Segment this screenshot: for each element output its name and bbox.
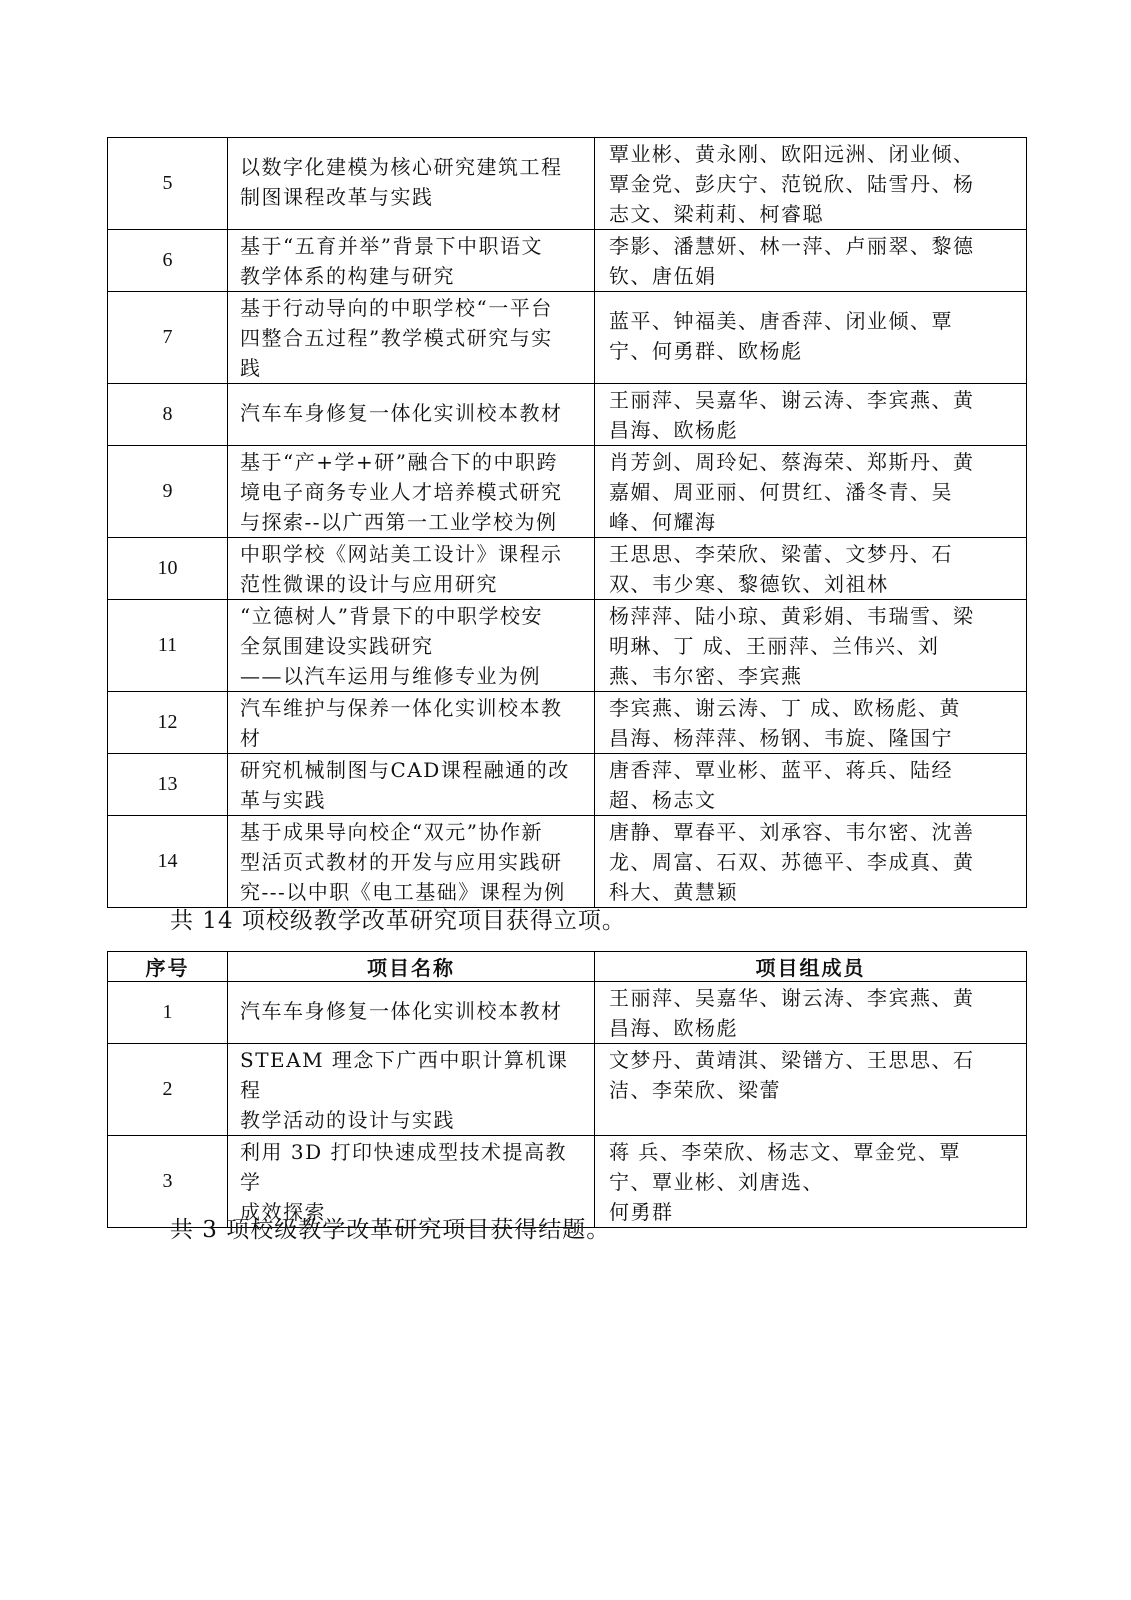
row-number: 7	[108, 292, 228, 384]
column-header-number: 序号	[108, 952, 228, 982]
table-row	[108, 816, 1027, 908]
table-row	[108, 384, 1027, 446]
project-members: 王思思、李荣欣、梁蕾、文梦丹、石 双、韦少寒、黎德钦、刘祖林	[595, 538, 1027, 600]
project-members: 蓝平、钟福美、唐香萍、闭业倾、覃 宁、何勇群、欧杨彪	[595, 292, 1027, 384]
project-name: 基于行动导向的中职学校“一平台 四整合五过程”教学模式研究与实 践	[228, 292, 595, 384]
project-name: 利用 3D 打印快速成型技术提高教学 成效探索	[228, 1136, 595, 1228]
table-row	[108, 754, 1027, 816]
project-name: “立德树人”背景下的中职学校安 全氛围建设实践研究 ——以汽车运用与维修专业为例	[228, 600, 595, 692]
row-number: 12	[108, 692, 228, 754]
project-members: 杨萍萍、陆小琼、黄彩娟、韦瑞雪、梁 明琳、丁 成、王丽萍、兰伟兴、刘 燕、韦尔密、李宾燕	[595, 600, 1027, 692]
row-number: 1	[108, 982, 228, 1044]
conclusion-summary: 共 3 项校级教学改革研究项目获得结题。	[170, 1217, 611, 1243]
project-name: 中职学校《网站美工设计》课程示 范性微课的设计与应用研究	[228, 538, 595, 600]
project-name: 基于“产+学+研”融合下的中职跨 境电子商务专业人才培养模式研究 与探索--以广西第一工业学校为例	[228, 446, 595, 538]
row-number: 11	[108, 600, 228, 692]
column-header-name: 项目名称	[228, 952, 595, 982]
table-row	[108, 446, 1027, 538]
row-number: 14	[108, 816, 228, 908]
row-number: 10	[108, 538, 228, 600]
project-members: 唐静、覃春平、刘承容、韦尔密、沈善 龙、周富、石双、苏德平、李成真、黄 科大、黄慧颖	[595, 816, 1027, 908]
table-row	[108, 292, 1027, 384]
project-name: 以数字化建模为核心研究建筑工程 制图课程改革与实践	[228, 138, 595, 230]
row-number: 6	[108, 230, 228, 292]
table-row	[108, 230, 1027, 292]
project-members: 王丽萍、吴嘉华、谢云涛、李宾燕、黄 昌海、欧杨彪	[595, 982, 1027, 1044]
row-number: 5	[108, 138, 228, 230]
project-table-concluded	[107, 951, 1027, 1228]
table-row	[108, 138, 1027, 230]
project-name: 汽车车身修复一体化实训校本教材	[228, 384, 595, 446]
project-name: STEAM 理念下广西中职计算机课程 教学活动的设计与实践	[228, 1044, 595, 1136]
row-number: 3	[108, 1136, 228, 1228]
table-row	[108, 982, 1027, 1044]
table-row	[108, 538, 1027, 600]
project-name: 研究机械制图与CAD课程融通的改 革与实践	[228, 754, 595, 816]
row-number: 13	[108, 754, 228, 816]
project-members: 覃业彬、黄永刚、欧阳远洲、闭业倾、 覃金党、彭庆宁、范锐欣、陆雪丹、杨 志文、梁莉莉、柯睿聪	[595, 138, 1027, 230]
project-members: 李影、潘慧妍、林一萍、卢丽翠、黎德 钦、唐伍娟	[595, 230, 1027, 292]
project-members: 王丽萍、吴嘉华、谢云涛、李宾燕、黄 昌海、欧杨彪	[595, 384, 1027, 446]
project-table-approved	[107, 137, 1027, 908]
row-number: 2	[108, 1044, 228, 1136]
approval-summary: 共 14 项校级教学改革研究项目获得立项。	[170, 908, 626, 934]
table-header-row	[108, 952, 1027, 982]
row-number: 9	[108, 446, 228, 538]
project-name: 基于“五育并举”背景下中职语文 教学体系的构建与研究	[228, 230, 595, 292]
project-members: 李宾燕、谢云涛、丁 成、欧杨彪、黄 昌海、杨萍萍、杨钢、韦旋、隆国宁	[595, 692, 1027, 754]
table-row	[108, 600, 1027, 692]
table-row	[108, 692, 1027, 754]
project-members: 肖芳剑、周玲妃、蔡海荣、郑斯丹、黄 嘉媚、周亚丽、何贯红、潘冬青、吴 峰、何耀海	[595, 446, 1027, 538]
project-members: 蒋 兵、李荣欣、杨志文、覃金党、覃 宁、覃业彬、刘唐选、 何勇群	[595, 1136, 1027, 1228]
table-row	[108, 1044, 1027, 1136]
project-name: 基于成果导向校企“双元”协作新 型活页式教材的开发与应用实践研 究---以中职《电工基础》课程为例	[228, 816, 595, 908]
row-number: 8	[108, 384, 228, 446]
project-name: 汽车车身修复一体化实训校本教材	[228, 982, 595, 1044]
project-members: 唐香萍、覃业彬、蓝平、蒋兵、陆经 超、杨志文	[595, 754, 1027, 816]
column-header-members: 项目组成员	[595, 952, 1027, 982]
project-name: 汽车维护与保养一体化实训校本教 材	[228, 692, 595, 754]
project-members: 文梦丹、黄靖淇、梁镨方、王思思、石 洁、李荣欣、梁蕾	[595, 1044, 1027, 1136]
